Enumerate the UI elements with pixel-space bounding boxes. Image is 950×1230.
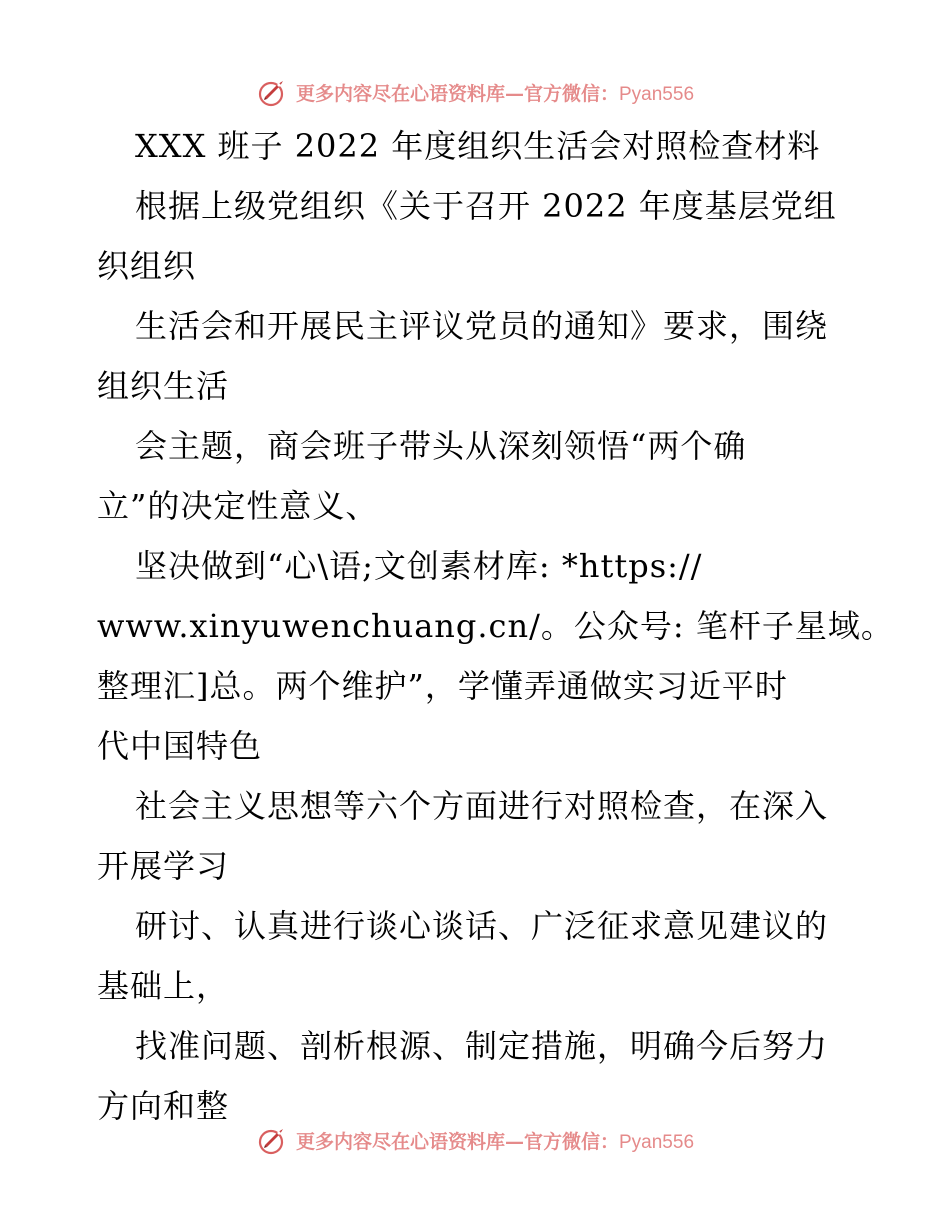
header-watermark: [0, 72, 950, 112]
document-text-line: 坚决做到“心\语;文创素材库: *https://: [135, 547, 703, 585]
document-text-line: 立”的决定性意义、: [97, 487, 379, 525]
header-watermark-text: 更多内容尽在心语资料库—官方微信：Pyan556: [295, 82, 695, 105]
document-text-line: 会主题，商会班子带头从深刻领悟“两个确: [135, 427, 747, 465]
document-body: [97, 116, 894, 1136]
document-text-line: 生活会和开展民主评议党员的通知》要求，围绕: [135, 307, 829, 345]
document-text-line: 开展学习: [97, 847, 230, 885]
footer-watermark-handle: Pyan556: [619, 1131, 695, 1153]
footer-watermark: [0, 1120, 950, 1160]
document-text-line: 找准问题、剖析根源、制定措施，明确今后努力: [135, 1027, 829, 1065]
document-text-line: 整理汇]总。两个维护”，学懂弄通做实习近平时: [97, 667, 788, 705]
document-text-line: 方向和整: [97, 1087, 230, 1125]
pen-logo-icon: [256, 1123, 290, 1157]
header-watermark-inner: [256, 75, 694, 109]
document-text-line: 织组织: [97, 247, 197, 285]
pen-logo-icon: [256, 75, 290, 109]
footer-watermark-text: 更多内容尽在心语资料库—官方微信：Pyan556: [295, 1130, 695, 1153]
header-watermark-handle: Pyan556: [619, 83, 695, 105]
document-text-line: 社会主义思想等六个方面进行对照检查，在深入: [135, 787, 829, 825]
document-text-line: www.xinyuwenchuang.cn/。公众号: 笔杆子星域。: [97, 607, 894, 645]
document-text-line: 代中国特色: [97, 727, 263, 765]
document-text-line: 组织生活: [97, 367, 230, 405]
document-text-line: 根据上级党组织《关于召开 2022 年度基层党组: [135, 187, 837, 225]
footer-watermark-inner: [256, 1123, 694, 1157]
document-title-line: XXX 班子 2022 年度组织生活会对照检查材料: [135, 127, 821, 165]
document-text-line: 基础上，: [97, 967, 230, 1005]
document-text-line: 研讨、认真进行谈心谈话、广泛征求意见建议的: [135, 907, 829, 945]
